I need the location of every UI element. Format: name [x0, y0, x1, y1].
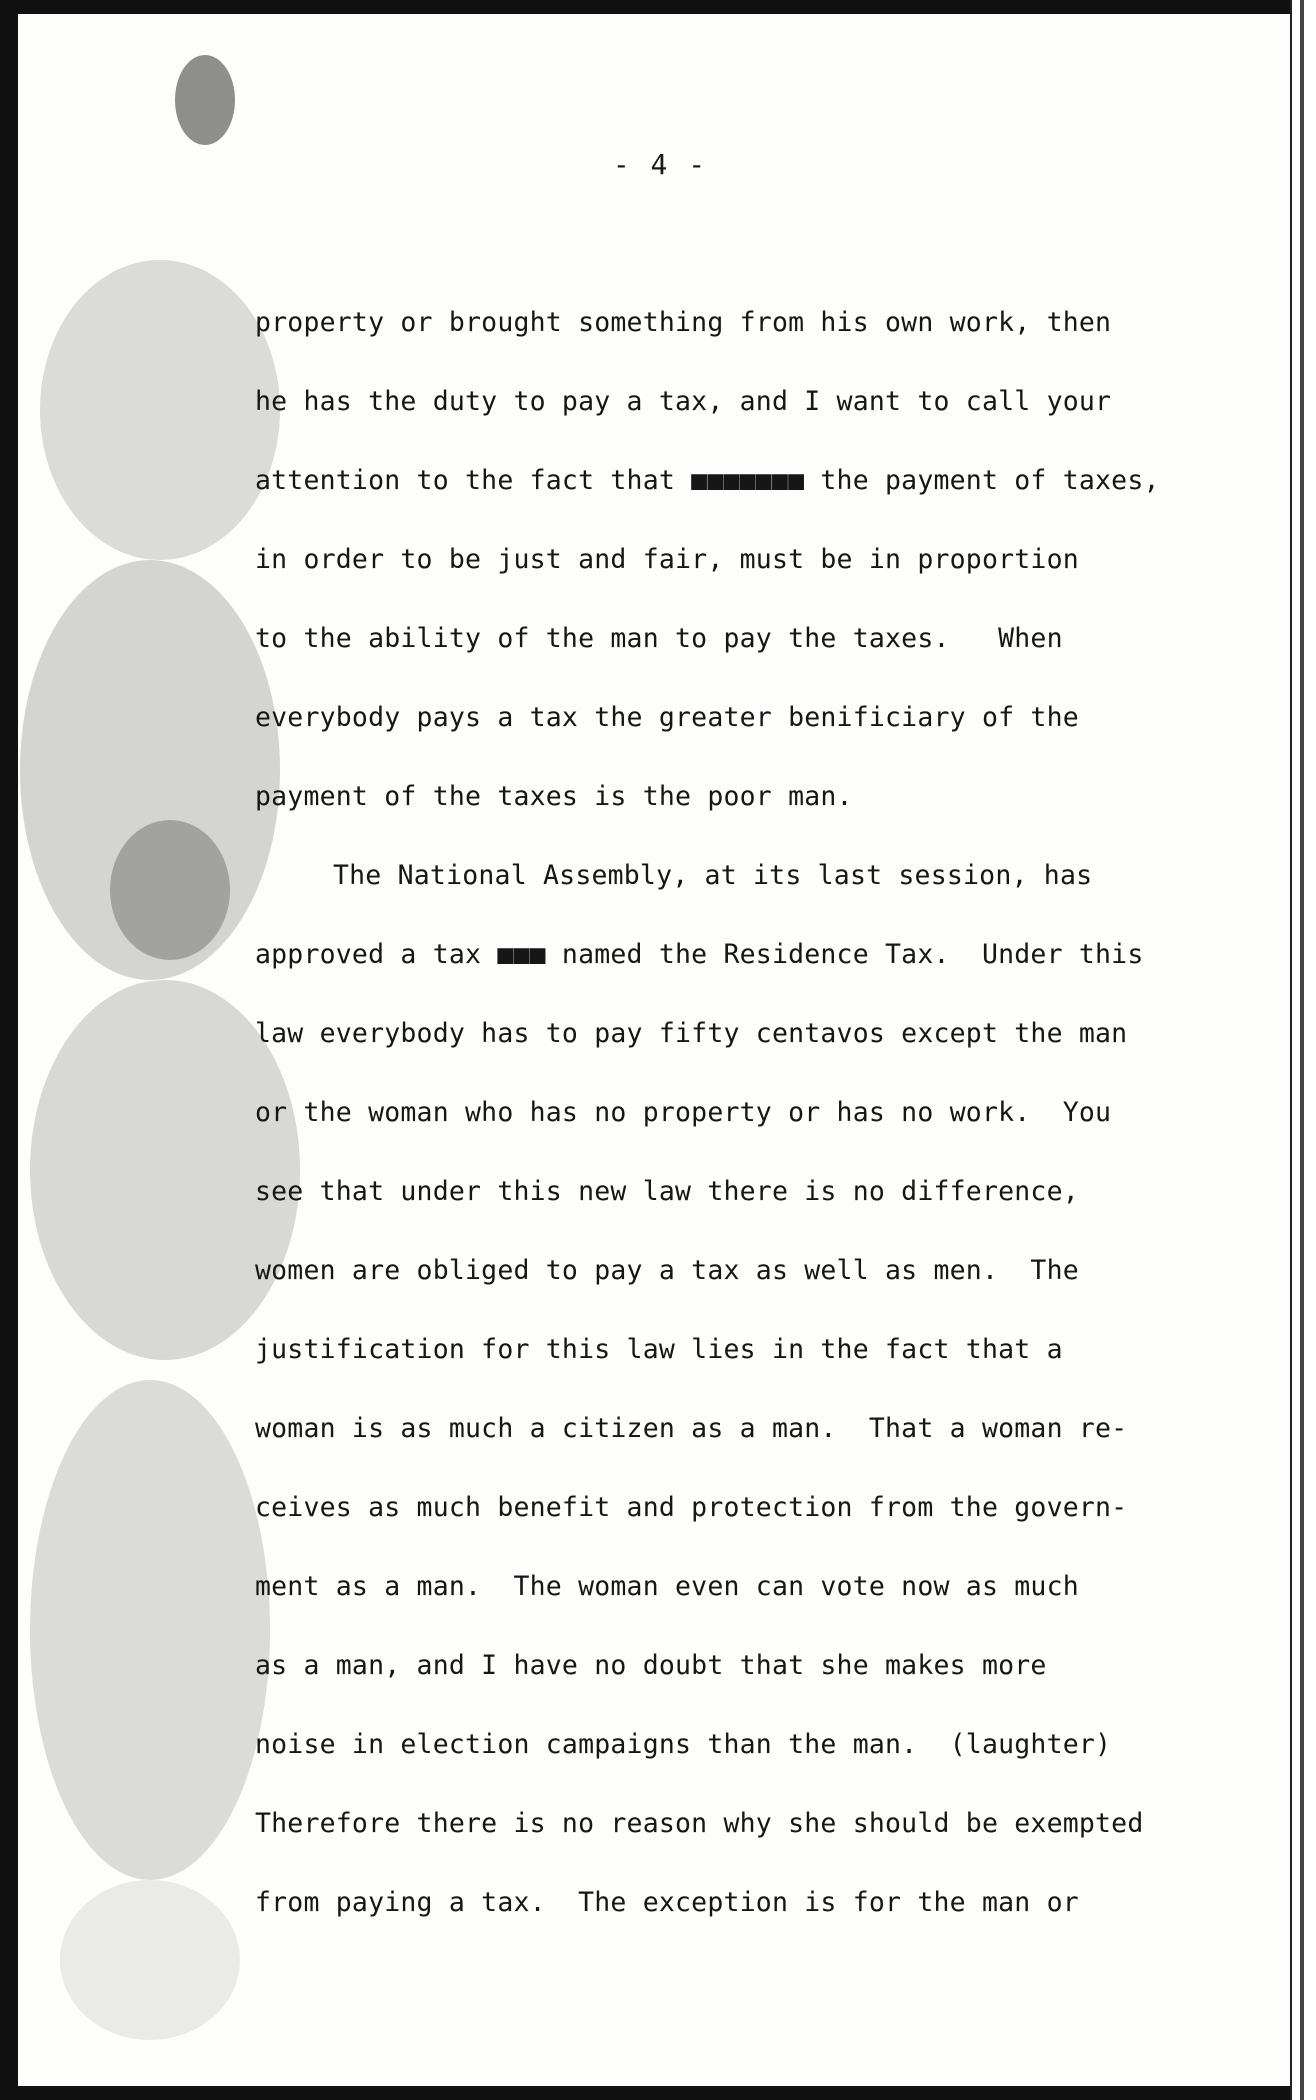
text-line: noise in election campaigns than the man. (laughter) [255, 1729, 1112, 1760]
text-line: law everybody has to pay fifty centavos except the man [255, 1018, 1128, 1049]
text-line: justification for this law lies in the fact that a [255, 1334, 1063, 1365]
text-line: payment of the taxes is the poor man. [255, 781, 853, 812]
scan-edge-left [0, 0, 18, 2100]
text-line: property or brought something from his own work, then [255, 307, 1112, 338]
paragraph-start-line: The National Assembly, at its last session, has [333, 860, 1093, 891]
body-text [255, 298, 1255, 1957]
text-line: to the ability of the man to pay the taxes. When [255, 623, 1063, 654]
text-line: ment as a man. The woman even can vote now as much [255, 1571, 1079, 1602]
scan-edge-top [0, 0, 1316, 14]
page-number: - 4 - [612, 148, 708, 181]
text-line: from paying a tax. The exception is for the man or [255, 1887, 1079, 1918]
text-line: attention to the fact that ■■■■■■■ the payment of taxes, [255, 465, 1160, 496]
stain-mark [30, 1380, 270, 1880]
scan-edge-right-line [1300, 0, 1304, 2100]
text-line: Therefore there is no reason why she should be exempted [255, 1808, 1144, 1839]
text-line: approved a tax ■■■ named the Residence Tax. Under this [255, 939, 1144, 970]
stain-mark [40, 260, 280, 560]
stain-mark [60, 1880, 240, 2040]
text-line: woman is as much a citizen as a man. That a woman re- [255, 1413, 1128, 1444]
text-line: in order to be just and fair, must be in proportion [255, 544, 1079, 575]
text-line: women are obliged to pay a tax as well as men. The [255, 1255, 1079, 1286]
text-line: as a man, and I have no doubt that she makes more [255, 1650, 1047, 1681]
text-line: everybody pays a tax the greater benificiary of the [255, 702, 1079, 733]
text-line: see that under this new law there is no difference, [255, 1176, 1079, 1207]
stain-mark [110, 820, 230, 960]
scan-edge-bottom [0, 2086, 1316, 2100]
text-line: ceives as much benefit and protection from the govern- [255, 1492, 1128, 1523]
text-line: or the woman who has no property or has no work. You [255, 1097, 1112, 1128]
text-line: he has the duty to pay a tax, and I want to call your [255, 386, 1112, 417]
stain-mark [175, 55, 235, 145]
